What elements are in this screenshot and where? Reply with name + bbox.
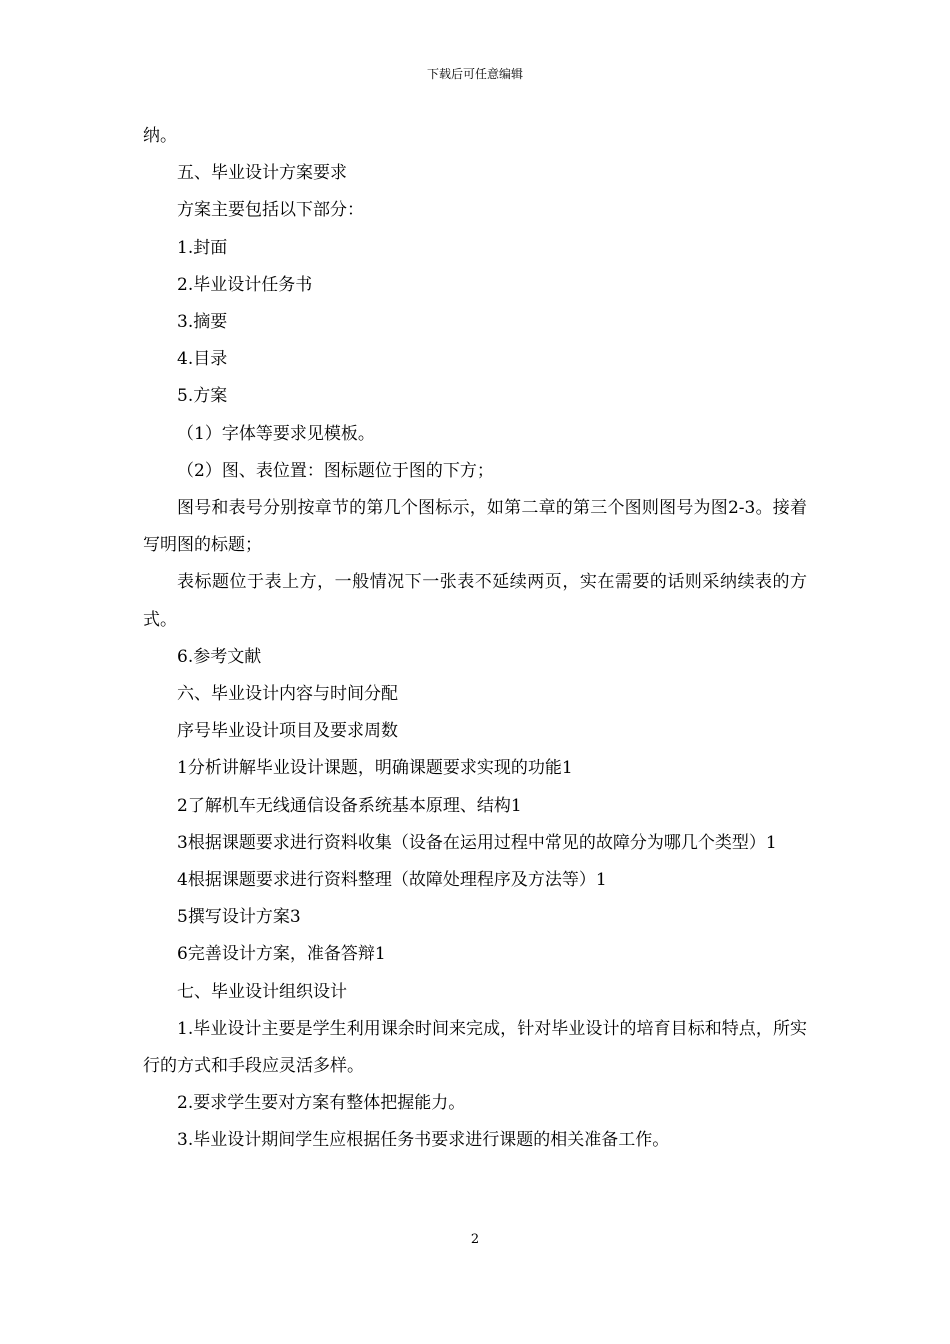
paragraph: 3根据课题要求进行资料收集（设备在运用过程中常见的故障分为哪几个类型）1 bbox=[177, 832, 777, 853]
paragraph: 方案主要包括以下部分： bbox=[177, 200, 364, 221]
document-body bbox=[143, 118, 807, 1160]
paragraph: 七、毕业设计组织设计 bbox=[177, 981, 347, 1002]
paragraph: 五、毕业设计方案要求 bbox=[177, 163, 347, 184]
page-header: 下载后可任意编辑 bbox=[426, 67, 523, 81]
paragraph: 1.毕业设计主要是学生利用课余时间来完成，针对毕业设计的培育目标和特点，所实行的方式和手段应灵活多样。 bbox=[143, 1018, 807, 1077]
paragraph: （2）图、表位置：图标题位于图的下方； bbox=[177, 460, 494, 481]
paragraph: 2.要求学生要对方案有整体把握能力。 bbox=[177, 1093, 466, 1114]
paragraph: 表标题位于表上方，一般情况下一张表不延续两页，实在需要的话则采纳续表的方式。 bbox=[143, 572, 807, 630]
paragraph: 1.封面 bbox=[177, 237, 228, 258]
paragraph: 纳。 bbox=[143, 126, 177, 146]
paragraph: 2了解机车无线通信设备系统基本原理、结构1 bbox=[177, 795, 522, 816]
paragraph: 6完善设计方案，准备答辩1 bbox=[177, 944, 386, 965]
paragraph: 六、毕业设计内容与时间分配 bbox=[177, 684, 398, 705]
paragraph: （1）字体等要求见模板。 bbox=[177, 423, 375, 444]
paragraph: 5撰写设计方案3 bbox=[177, 907, 301, 928]
paragraph: 5.方案 bbox=[177, 386, 228, 407]
paragraph: 3.摘要 bbox=[177, 312, 228, 333]
paragraph: 4根据课题要求进行资料整理（故障处理程序及方法等）1 bbox=[177, 870, 607, 891]
paragraph: 3.毕业设计期间学生应根据任务书要求进行课题的相关准备工作。 bbox=[177, 1130, 670, 1151]
paragraph: 2.毕业设计任务书 bbox=[177, 274, 313, 295]
paragraph: 4.目录 bbox=[177, 349, 228, 370]
paragraph: 1分析讲解毕业设计课题，明确课题要求实现的功能1 bbox=[177, 758, 573, 779]
page-number: 2 bbox=[470, 1232, 480, 1247]
paragraph: 6.参考文献 bbox=[177, 646, 262, 667]
paragraph: 图号和表号分别按章节的第几个图标示，如第二章的第三个图则图号为图2-3。接着写明图的标题； bbox=[143, 498, 807, 556]
paragraph: 序号毕业设计项目及要求周数 bbox=[177, 721, 398, 742]
